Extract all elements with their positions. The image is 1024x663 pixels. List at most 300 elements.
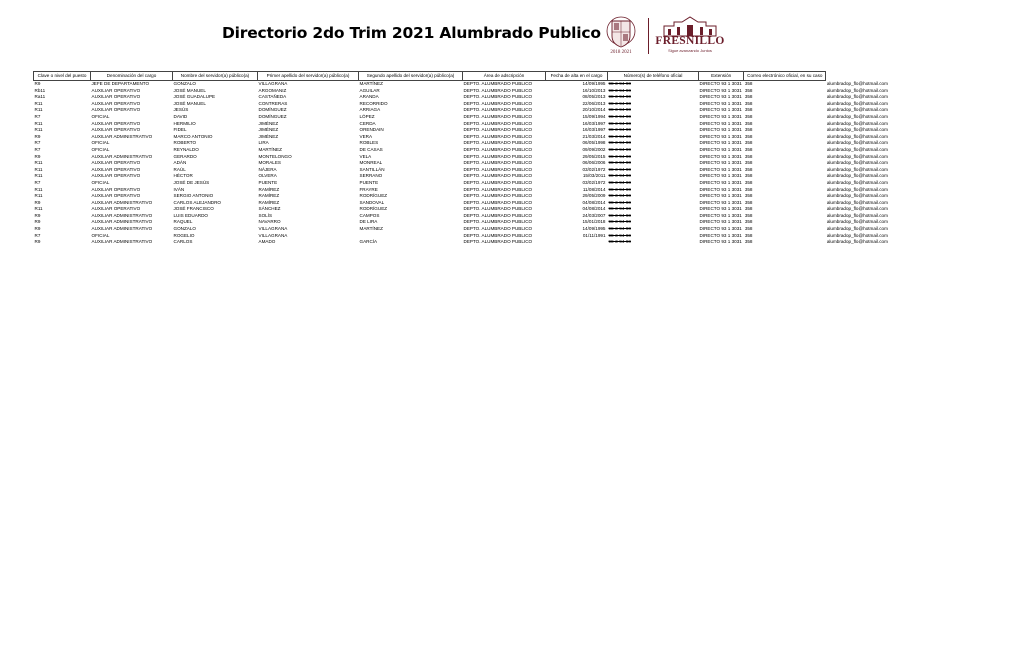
column-header: Correo electrónico oficial, en su caso [744, 72, 826, 81]
undefined: alumbradop_flo@hotmail.com [826, 120, 888, 126]
first-surname-cell: DOMÍNGUEZ [258, 113, 287, 119]
extension-cell: DIRECTO 93 1 3031 [699, 113, 742, 119]
department-cell: DEPTO. ALUMBRADO PUBLICO [463, 219, 533, 225]
position-cell: AUXILIAR OPERATIVO [91, 206, 141, 212]
phone-cell: 98-3-94-90 [608, 107, 631, 113]
start-date-cell: 09/09/2002 [582, 146, 606, 152]
level-cell: R7 [34, 179, 41, 185]
start-date-cell: 16/10/2013 [582, 87, 606, 93]
extension-cell: DIRECTO 93 1 3031 [699, 146, 742, 152]
first-surname-cell: RAMÍREZ [258, 186, 280, 192]
second-surname-cell: MARTÍNEZ [359, 226, 383, 232]
position-cell: AUXILIAR ADMINISTRATIVO [91, 212, 153, 218]
first-surname-cell: VILLAGRANA [258, 226, 288, 232]
undefined: alumbradop_flo@hotmail.com [826, 193, 888, 199]
table-row [34, 206, 889, 213]
phone-cell: 98-3-94-90 [608, 166, 631, 172]
position-cell: AUXILIAR OPERATIVO [91, 120, 141, 126]
department-cell: DEPTO. ALUMBRADO PUBLICO [463, 193, 533, 199]
first-name-cell: JOSÉ MANUEL [173, 87, 206, 93]
column-header: Extensión [699, 72, 744, 81]
column-header: Número(s) de teléfono oficial [608, 72, 699, 81]
position-cell: AUXILIAR OPERATIVO [91, 186, 141, 192]
phone-cell: 98-3-94-90 [608, 153, 631, 159]
first-name-cell: JOSÉ DE JESÚS [173, 179, 210, 185]
start-date-cell [546, 239, 608, 246]
first-surname-cell: NAVARRO [258, 219, 281, 225]
first-name-cell: IVÁN [173, 186, 185, 192]
department-cell: DEPTO. ALUMBRADO PUBLICO [463, 186, 533, 192]
position-cell: AUXILIAR ADMINISTRATIVO [91, 199, 153, 205]
department-cell: DEPTO. ALUMBRADO PUBLICO [463, 206, 533, 212]
second-surname-cell: GARCÍA [359, 239, 378, 245]
email-cell: 358 [744, 120, 753, 126]
table-row [34, 134, 889, 141]
department-cell: DEPTO. ALUMBRADO PUBLICO [463, 226, 533, 232]
first-surname-cell: VILLAGRANA [258, 232, 288, 238]
start-date-cell: 15/03/2011 [582, 173, 606, 179]
second-surname-cell: ROBLES [359, 140, 379, 146]
level-cell: R9 [34, 81, 41, 86]
first-name-cell: FIDEL [173, 127, 187, 133]
second-surname-cell [359, 233, 463, 240]
level-cell: R11 [34, 186, 43, 192]
level-cell: R9 [34, 199, 41, 205]
first-name-cell: DAVID [173, 113, 188, 119]
position-cell: AUXILIAR OPERATIVO [91, 100, 141, 106]
first-name-cell: GONZALO [173, 81, 196, 86]
first-surname-cell: SÁNCHEZ [258, 206, 281, 212]
phone-cell: 98-3-94-90 [608, 87, 631, 93]
second-surname-cell: DE CASAS [359, 146, 383, 152]
undefined: alumbradop_flo@hotmail.com [826, 100, 888, 106]
first-surname-cell: MONTELONGO [258, 153, 292, 159]
level-cell: R11 [34, 166, 43, 172]
position-cell: AUXILIAR OPERATIVO [91, 193, 141, 199]
undefined: alumbradop_flo@hotmail.com [826, 133, 888, 139]
phone-cell: 98-3-94-90 [608, 94, 631, 100]
start-date-cell: 08/05/2013 [582, 94, 606, 100]
extension-cell: DIRECTO 93 1 3031 [699, 179, 742, 185]
second-surname-cell: RECORRIDO [359, 100, 388, 106]
phone-cell: 98-3-94-90 [608, 206, 631, 212]
table-row [34, 154, 889, 161]
email-cell: 358 [744, 140, 753, 146]
undefined: alumbradop_flo@hotmail.com [826, 140, 888, 146]
undefined: alumbradop_flo@hotmail.com [826, 166, 888, 172]
start-date-cell: 06/06/2006 [582, 160, 606, 166]
first-name-cell: JOSÉ GUADALUPE [173, 94, 216, 100]
table-row [34, 140, 889, 147]
table-row [34, 160, 889, 167]
department-cell: DEPTO. ALUMBRADO PUBLICO [463, 232, 533, 238]
email-cell: 358 [744, 239, 753, 245]
department-cell: DEPTO. ALUMBRADO PUBLICO [463, 173, 533, 179]
level-cell: R7 [34, 146, 41, 152]
department-cell: DEPTO. ALUMBRADO PUBLICO [463, 166, 533, 172]
email-cell: 358 [744, 173, 753, 179]
undefined: alumbradop_flo@hotmail.com [826, 153, 888, 159]
document-title: Directorio 2do Trim 2021 Alumbrado Publico [222, 24, 601, 42]
department-cell: DEPTO. ALUMBRADO PUBLICO [463, 113, 533, 119]
extension-cell: DIRECTO 93 1 3031 [699, 239, 742, 245]
table-row [34, 107, 889, 114]
start-date-cell: 06/05/1998 [582, 140, 606, 146]
first-name-cell: GONZALO [173, 226, 196, 232]
level-cell: R11 [34, 127, 43, 133]
phone-cell: 98-3-94-90 [608, 193, 631, 199]
table-row [34, 114, 889, 121]
department-cell: DEPTO. ALUMBRADO PUBLICO [463, 199, 533, 205]
department-cell: DEPTO. ALUMBRADO PUBLICO [463, 153, 533, 159]
start-date-cell: 29/05/2015 [582, 153, 606, 159]
undefined: alumbradop_flo@hotmail.com [826, 127, 888, 133]
column-header: Nombre del servidor(a) público(a) [173, 72, 258, 81]
email-cell: 358 [744, 199, 753, 205]
first-surname-cell: OLVERA [258, 173, 277, 179]
extension-cell: DIRECTO 93 1 3031 [699, 100, 742, 106]
department-cell: DEPTO. ALUMBRADO PUBLICO [463, 133, 533, 139]
department-cell: DEPTO. ALUMBRADO PUBLICO [463, 212, 533, 218]
table-row [34, 180, 889, 187]
phone-cell: 98-3-94-90 [608, 160, 631, 166]
phone-cell: 98-3-94-90 [608, 133, 631, 139]
start-date-cell: 03/02/1972 [582, 166, 606, 172]
first-surname-cell: DOMÍNGUEZ [258, 107, 287, 113]
level-cell: R11 [34, 107, 43, 113]
second-surname-cell: ARRIAGA [359, 107, 381, 113]
level-cell: R11 [34, 173, 43, 179]
table-row [34, 101, 889, 108]
level-cell: R9 [34, 219, 41, 225]
position-cell: AUXILIAR OPERATIVO [91, 107, 141, 113]
first-name-cell: ADÁN [173, 160, 187, 166]
email-cell: 358 [744, 146, 753, 152]
department-cell: DEPTO. ALUMBRADO PUBLICO [463, 94, 533, 100]
email-cell: 358 [744, 186, 753, 192]
phone-cell: 98-3-94-90 [608, 179, 631, 185]
phone-cell: 98-3-94-90 [608, 127, 631, 133]
position-cell: AUXILIAR ADMINISTRATIVO [91, 219, 153, 225]
second-surname-cell: VELA [359, 153, 372, 159]
phone-cell: 98-3-94-90 [608, 186, 631, 192]
table-row [34, 94, 889, 101]
department-cell: DEPTO. ALUMBRADO PUBLICO [463, 87, 533, 93]
email-cell: 358 [744, 113, 753, 119]
extension-cell: DIRECTO 93 1 3031 [699, 94, 742, 100]
department-cell: DEPTO. ALUMBRADO PUBLICO [463, 81, 533, 86]
second-surname-cell: CAMPOS [359, 212, 380, 218]
undefined: alumbradop_flo@hotmail.com [826, 199, 888, 205]
second-surname-cell: ARANDA [359, 94, 379, 100]
table-row [34, 200, 889, 207]
email-cell: 358 [744, 179, 753, 185]
first-surname-cell: AMADO [258, 239, 276, 245]
start-date-cell: 04/08/2014 [582, 199, 606, 205]
level-cell: R9 [34, 226, 41, 232]
column-header: Fecha de alta en el cargo [546, 72, 608, 81]
table-row [34, 81, 889, 88]
undefined: alumbradop_flo@hotmail.com [826, 206, 888, 212]
phone-cell: 98-3-94-90 [608, 219, 631, 225]
undefined: alumbradop_flo@hotmail.com [826, 219, 888, 225]
level-cell: R11 [34, 160, 43, 166]
first-name-cell: ROBERTO [173, 140, 197, 146]
department-cell: DEPTO. ALUMBRADO PUBLICO [463, 107, 533, 113]
email-cell: 358 [744, 127, 753, 133]
undefined: alumbradop_flo@hotmail.com [826, 87, 888, 93]
extension-cell: DIRECTO 93 1 3031 [699, 133, 742, 139]
first-name-cell: JOSÉ FRANCISCO [173, 206, 214, 212]
level-cell: R11 [34, 193, 43, 199]
second-surname-cell: AGUILAR [359, 87, 380, 93]
first-name-cell: LUIS EDUARDO [173, 212, 208, 218]
phone-cell: 98-3-94-90 [608, 232, 631, 238]
level-cell: R7 [34, 113, 41, 119]
undefined: alumbradop_flo@hotmail.com [826, 186, 888, 192]
column-header: Área de adscripción [463, 72, 546, 81]
start-date-cell: 22/06/2013 [582, 100, 606, 106]
email-cell: 358 [744, 193, 753, 199]
table-row [34, 173, 889, 180]
start-date-cell: 11/08/2014 [582, 186, 606, 192]
extension-cell: DIRECTO 93 1 3031 [699, 212, 742, 218]
undefined: alumbradop_flo@hotmail.com [826, 239, 888, 245]
department-cell: DEPTO. ALUMBRADO PUBLICO [463, 146, 533, 152]
phone-cell: 98-3-94-90 [608, 212, 631, 218]
phone-cell: 98-3-94-90 [608, 199, 631, 205]
start-date-cell: 16/03/1997 [582, 120, 606, 126]
table-row [34, 226, 889, 233]
department-cell: DEPTO. ALUMBRADO PUBLICO [463, 239, 533, 245]
undefined: alumbradop_flo@hotmail.com [826, 179, 888, 185]
table-row [34, 88, 889, 95]
table-row [34, 167, 889, 174]
start-date-cell: 29/05/2009 [582, 193, 606, 199]
email-cell: 358 [744, 94, 753, 100]
email-cell: 358 [744, 212, 753, 218]
table-row [34, 213, 889, 220]
position-cell: AUXILIAR OPERATIVO [91, 94, 141, 100]
seal-years: 2018 2021 [610, 50, 632, 55]
phone-cell: 98-3-94-90 [608, 120, 631, 126]
start-date-cell: 21/03/2014 [582, 133, 606, 139]
first-surname-cell: RAMÍREZ [258, 193, 280, 199]
department-cell: DEPTO. ALUMBRADO PUBLICO [463, 160, 533, 166]
table-row [34, 239, 889, 246]
table-row [34, 193, 889, 200]
department-cell: DEPTO. ALUMBRADO PUBLICO [463, 179, 533, 185]
undefined: alumbradop_flo@hotmail.com [826, 146, 888, 152]
position-cell: AUXILIAR ADMINISTRATIVO [91, 226, 153, 232]
extension-cell: DIRECTO 93 1 3031 [699, 219, 742, 225]
first-name-cell: SERGIO ANTONIO [173, 193, 214, 199]
table-row [34, 187, 889, 194]
column-header: Denominación del cargo [91, 72, 173, 81]
first-name-cell: JOSÉ MANUEL [173, 100, 206, 106]
second-surname-cell: CERDA [359, 120, 376, 126]
email-cell: 358 [744, 100, 753, 106]
extension-cell: DIRECTO 93 1 3031 [699, 87, 742, 93]
table-row [34, 147, 889, 154]
second-surname-cell: VERA [359, 133, 373, 139]
department-cell: DEPTO. ALUMBRADO PUBLICO [463, 120, 533, 126]
position-cell: AUXILIAR OPERATIVO [91, 87, 141, 93]
department-cell: DEPTO. ALUMBRADO PUBLICO [463, 100, 533, 106]
first-surname-cell: CASTAÑEDA [258, 94, 287, 100]
department-cell: DEPTO. ALUMBRADO PUBLICO [463, 127, 533, 133]
first-name-cell: GERARDO [173, 153, 197, 159]
extension-cell: DIRECTO 93 1 3031 [699, 81, 742, 86]
header-row [34, 72, 889, 81]
start-date-cell: 14/09/1995 [582, 226, 606, 232]
level-cell: R9 [34, 239, 41, 245]
position-cell: OFICIAL [91, 232, 110, 238]
second-surname-cell: RODRÍGUEZ [359, 206, 388, 212]
position-cell: OFICIAL [91, 113, 110, 119]
first-surname-cell: PUENTE [258, 179, 278, 185]
first-surname-cell: MORALES [258, 160, 281, 166]
first-name-cell: CARLOS [173, 239, 193, 245]
first-name-cell: ROGELIO [173, 232, 195, 238]
start-date-cell: 15/09/1994 [582, 113, 606, 119]
undefined: alumbradop_flo@hotmail.com [826, 226, 888, 232]
first-surname-cell: RAMÍREZ [258, 199, 280, 205]
second-surname-cell: DE LIRA [359, 219, 378, 225]
undefined: alumbradop_flo@hotmail.com [826, 80, 888, 86]
start-date-cell: 01/11/1991 [582, 232, 606, 238]
second-surname-cell: MARTÍNEZ [359, 81, 383, 86]
phone-cell: 98-3-94-90 [608, 239, 631, 245]
extension-cell: DIRECTO 93 1 3031 [699, 186, 742, 192]
phone-cell: 98-3-94-90 [608, 113, 631, 119]
first-surname-cell: NÁJERA [258, 166, 277, 172]
email-cell: 358 [744, 107, 753, 113]
position-cell: OFICIAL [91, 179, 110, 185]
column-header: Primer apellido del servidor(a) público(a) [258, 72, 359, 81]
start-date-cell: 14/09/1995 [582, 81, 606, 86]
position-cell: JEFE DE DEPARTAMENTO [91, 81, 150, 86]
email-cell: 358 [744, 226, 753, 232]
level-cell: R9 [34, 153, 41, 159]
email-cell: 358 [744, 133, 753, 139]
level-cell: R7 [34, 232, 41, 238]
table-row [34, 121, 889, 128]
level-cell: Ra11 [34, 94, 46, 100]
column-header: Segundo apellido del servidor(a) público(a) [359, 72, 463, 81]
first-surname-cell: CONTRERAS [258, 100, 288, 106]
start-date-cell: 03/02/1972 [582, 179, 606, 185]
first-surname-cell: JIMÉNEZ [258, 120, 279, 126]
position-cell: AUXILIAR ADMINISTRATIVO [91, 133, 153, 139]
second-surname-cell: SERRANO [359, 173, 383, 179]
undefined: alumbradop_flo@hotmail.com [826, 94, 888, 100]
first-surname-cell: MARTÍNEZ [258, 146, 282, 152]
extension-cell: DIRECTO 93 1 3031 [699, 166, 742, 172]
position-cell: AUXILIAR OPERATIVO [91, 166, 141, 172]
start-date-cell: 16/03/1997 [582, 127, 606, 133]
undefined: alumbradop_flo@hotmail.com [826, 113, 888, 119]
email-cell: 358 [744, 232, 753, 238]
table-row [34, 219, 889, 226]
first-name-cell: RAÚL [173, 166, 186, 172]
first-name-cell: REYNALDO [173, 146, 199, 152]
first-surname-cell: ARGOMANIZ [258, 87, 287, 93]
level-cell: R11 [34, 100, 43, 106]
first-name-cell: HERMILIO [173, 120, 196, 126]
table-row [34, 233, 889, 240]
position-cell: AUXILIAR ADMINISTRATIVO [91, 239, 153, 245]
second-surname-cell: ORENDAIN [359, 127, 384, 133]
position-cell: AUXILIAR OPERATIVO [91, 173, 141, 179]
phone-cell: 98-3-94-90 [608, 146, 631, 152]
first-name-cell: JESÚS [173, 107, 189, 113]
level-cell: R11 [34, 206, 43, 212]
first-surname-cell: JIMÉNEZ [258, 127, 279, 133]
extension-cell: DIRECTO 93 1 3031 [699, 232, 742, 238]
position-cell: OFICIAL [91, 146, 110, 152]
undefined: alumbradop_flo@hotmail.com [826, 173, 888, 179]
first-surname-cell: SOLÍS [258, 212, 273, 218]
brand-slogan: Sigue avanzando Juntos [668, 48, 712, 53]
email-cell: 358 [744, 219, 753, 225]
logo-divider [648, 18, 649, 54]
extension-cell: DIRECTO 93 1 3031 [699, 206, 742, 212]
phone-cell: 98-3-94-90 [608, 140, 631, 146]
second-surname-cell: LÓPEZ [359, 113, 375, 119]
phone-cell: 98-3-94-90 [608, 100, 631, 106]
first-name-cell: MARCO ANTONIO [173, 133, 213, 139]
extension-cell: DIRECTO 93 1 3031 [699, 153, 742, 159]
start-date-cell: 24/03/2007 [582, 212, 606, 218]
email-cell: 358 [744, 166, 753, 172]
column-header: Clave o nivel del puesto [34, 72, 91, 81]
position-cell: AUXILIAR OPERATIVO [91, 160, 141, 166]
first-name-cell: CARLOS ALEJANDRO [173, 199, 221, 205]
second-surname-cell: MONREAL [359, 160, 383, 166]
start-date-cell: 20/10/2014 [582, 107, 606, 113]
extension-cell: DIRECTO 93 1 3031 [699, 160, 742, 166]
first-surname-cell: LIRA [258, 140, 269, 146]
directory-table [33, 71, 889, 246]
first-name-cell: RAQUEL [173, 219, 193, 225]
undefined: alumbradop_flo@hotmail.com [826, 232, 888, 238]
position-cell: AUXILIAR ADMINISTRATIVO [91, 153, 153, 159]
undefined: alumbradop_flo@hotmail.com [826, 160, 888, 166]
level-cell: R9 [34, 212, 41, 218]
second-surname-cell: SANDOVAL [359, 199, 385, 205]
undefined: alumbradop_flo@hotmail.com [826, 212, 888, 218]
first-surname-cell: VILLAGRANA [258, 81, 288, 86]
first-surname-cell: JIMÉNEZ [258, 133, 279, 139]
department-cell: DEPTO. ALUMBRADO PUBLICO [463, 140, 533, 146]
second-surname-cell: RODRÍGUEZ [359, 193, 388, 199]
email-cell: 358 [744, 160, 753, 166]
extension-cell: DIRECTO 93 1 3031 [699, 140, 742, 146]
extension-cell: DIRECTO 93 1 3031 [699, 199, 742, 205]
brand-name: FRESNILLO [655, 35, 725, 47]
second-surname-cell: SANTILLÁN [359, 166, 385, 172]
start-date-cell: 04/08/2014 [582, 206, 606, 212]
extension-cell: DIRECTO 93 1 3031 [699, 127, 742, 133]
email-cell: 358 [744, 206, 753, 212]
email-cell: 358 [744, 153, 753, 159]
extension-cell: DIRECTO 93 1 3031 [699, 120, 742, 126]
undefined: alumbradop_flo@hotmail.com [826, 107, 888, 113]
phone-cell: 98-3-94-90 [608, 173, 631, 179]
first-name-cell: HÉCTOR [173, 173, 193, 179]
table-body [34, 81, 889, 246]
